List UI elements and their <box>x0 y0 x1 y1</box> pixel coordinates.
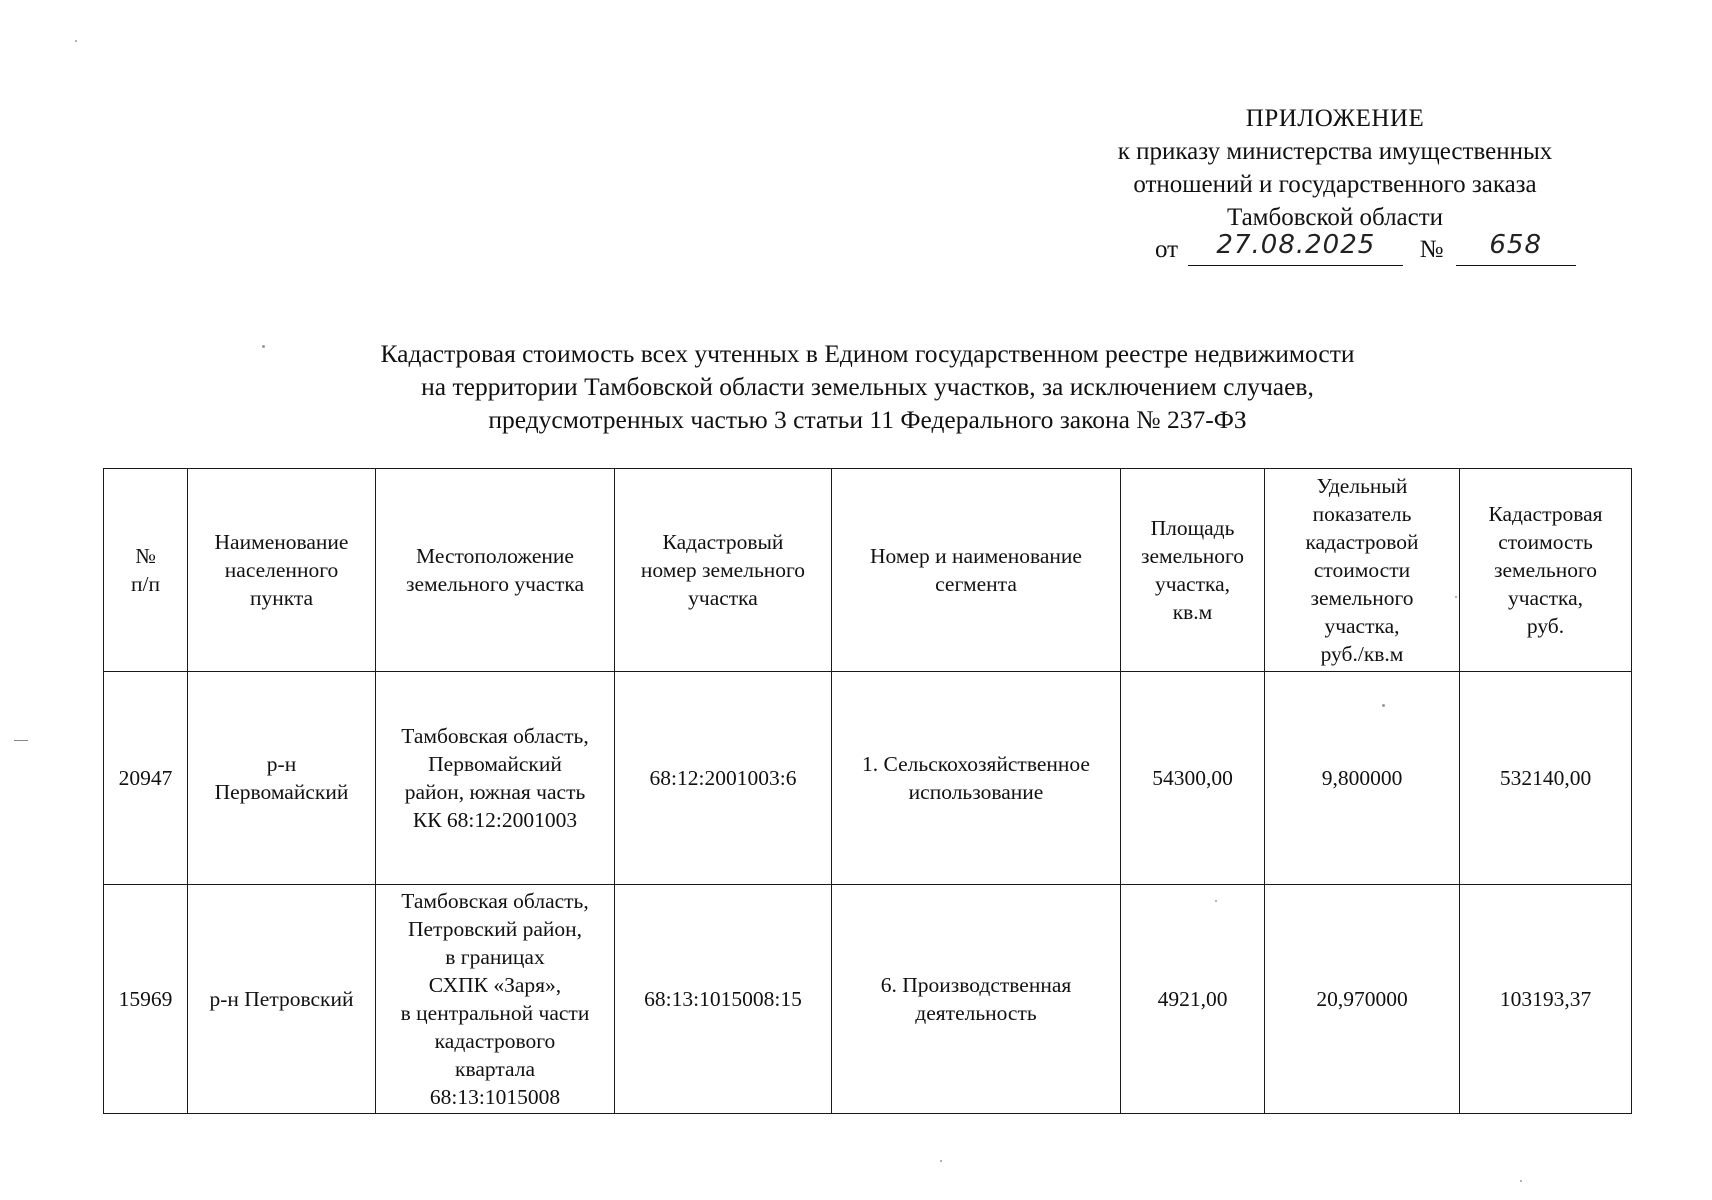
order-date-number-line <box>1155 230 1576 266</box>
cell-text: Первомайский <box>428 752 562 776</box>
handwritten-date: 27.08.2025 <box>1216 230 1376 260</box>
cell-settlement <box>188 885 376 1114</box>
header-text: кадастровой <box>1305 530 1419 554</box>
cell-text: в границах <box>445 945 545 969</box>
header-text: пункта <box>249 586 314 610</box>
scan-speck <box>1520 1180 1522 1182</box>
header-text: номер земельного <box>640 558 806 582</box>
header-text: руб./кв.м <box>1320 642 1404 666</box>
header-text: участка, <box>1324 614 1400 638</box>
cadastral-table-container <box>103 468 1631 1114</box>
cell-text: Первомайский <box>214 780 349 804</box>
header-text: земельного <box>1140 544 1244 568</box>
scan-margin-mark <box>14 740 28 741</box>
header-area <box>1121 469 1265 672</box>
cell-specific-value: 20,970000 <box>1265 885 1460 1114</box>
appendix-title: ПРИЛОЖЕНИЕ <box>1245 105 1425 132</box>
header-text: земельного участка <box>405 572 585 596</box>
document-title-line-2: на территории Тамбовской области земельных участков, за исключением случаев, <box>421 372 1314 401</box>
document-title-line-3: предусмотренных частью 3 статьи 11 Федерального закона № 237-ФЗ <box>488 405 1247 434</box>
cell-number: 20947 <box>104 672 188 885</box>
scan-speck <box>75 40 77 42</box>
cell-text: 6. Производственная <box>880 973 1072 997</box>
cell-settlement <box>188 672 376 885</box>
cell-text: деятельность <box>915 1001 1037 1025</box>
cell-number: 15969 <box>104 885 188 1114</box>
header-cadastral-number <box>615 469 832 672</box>
header-text: руб. <box>1526 614 1565 638</box>
header-text: кв.м <box>1172 600 1213 624</box>
header-settlement <box>188 469 376 672</box>
cell-text: квартала <box>455 1057 535 1081</box>
header-text: показатель <box>1312 502 1412 526</box>
header-text: Кадастровая <box>1488 502 1603 526</box>
cell-cadastral-value: 532140,00 <box>1460 672 1632 885</box>
header-segment <box>832 469 1121 672</box>
cell-text: использование <box>908 780 1044 804</box>
header-text: Удельный <box>1316 474 1408 498</box>
header-text: № <box>135 544 156 568</box>
number-fill-line <box>1456 230 1576 266</box>
header-text: участка <box>688 586 758 610</box>
appendix-line-1: к приказу министерства имущественных <box>1117 138 1553 165</box>
header-text: участка, <box>1507 586 1584 610</box>
scan-speck <box>1455 596 1457 598</box>
cadastral-value-table <box>103 468 1632 1114</box>
cell-cadastral-value: 103193,37 <box>1460 885 1632 1114</box>
cell-text: СХПК «Заря», <box>428 973 562 997</box>
number-prefix: № <box>1419 236 1444 263</box>
header-cadastral-value <box>1460 469 1632 672</box>
cell-specific-value: 9,800000 <box>1265 672 1460 885</box>
header-text: населенного <box>224 558 339 582</box>
cell-cadastral-number: 68:12:2001003:6 <box>615 672 832 885</box>
header-text: Кадастровый <box>662 530 784 554</box>
scan-speck <box>940 1160 942 1162</box>
document-title-line-1: Кадастровая стоимость всех учтенных в Едином государственном реестре недвижимости <box>380 339 1355 368</box>
cell-text: 68:13:1015008 <box>429 1085 561 1109</box>
header-text: Наименование <box>214 530 349 554</box>
header-text: земельного <box>1493 558 1597 582</box>
table-row <box>104 672 1632 885</box>
header-text: стоимости <box>1313 558 1411 582</box>
cell-text: кадастрового <box>434 1029 556 1053</box>
date-fill-line <box>1188 230 1403 266</box>
appendix-line-3: Тамбовской области <box>1226 204 1444 231</box>
cell-segment <box>832 885 1121 1114</box>
cell-text: Петровский район, <box>407 917 583 941</box>
header-text: участка, <box>1154 572 1231 596</box>
appendix-header <box>1040 102 1630 234</box>
cell-area: 4921,00 <box>1121 885 1265 1114</box>
header-specific-value <box>1265 469 1460 672</box>
cell-cadastral-number: 68:13:1015008:15 <box>615 885 832 1114</box>
table-row <box>104 885 1632 1114</box>
header-text: Площадь <box>1150 516 1235 540</box>
scan-speck <box>1215 900 1217 902</box>
document-title <box>200 337 1535 436</box>
table-header-row <box>104 469 1632 672</box>
cell-location <box>376 885 615 1114</box>
cell-segment <box>832 672 1121 885</box>
header-text: сегмента <box>935 572 1017 596</box>
cell-text: район, южная часть <box>404 780 586 804</box>
cell-text: р-н <box>266 752 297 776</box>
date-prefix: от <box>1155 236 1179 263</box>
scan-speck <box>262 345 265 348</box>
cell-text: в центральной части <box>400 1001 590 1025</box>
cell-text: Тамбовская область, <box>401 889 589 913</box>
cell-location <box>376 672 615 885</box>
appendix-line-2: отношений и государственного заказа <box>1133 171 1537 198</box>
header-text: земельного <box>1310 586 1414 610</box>
header-location <box>376 469 615 672</box>
header-text: Номер и наименование <box>870 544 1082 568</box>
header-text: стоимость <box>1498 530 1593 554</box>
scan-speck <box>1382 704 1385 707</box>
cell-text: р-н Петровский <box>209 987 354 1011</box>
cell-text: 1. Сельскохозяйственное <box>862 752 1090 776</box>
header-number <box>104 469 188 672</box>
cell-text: КК 68:12:2001003 <box>412 808 578 832</box>
cell-text: Тамбовская область, <box>401 724 589 748</box>
header-text: Местоположение <box>416 544 574 568</box>
handwritten-number: 658 <box>1489 230 1543 260</box>
header-text: п/п <box>131 572 160 596</box>
cell-area: 54300,00 <box>1121 672 1265 885</box>
